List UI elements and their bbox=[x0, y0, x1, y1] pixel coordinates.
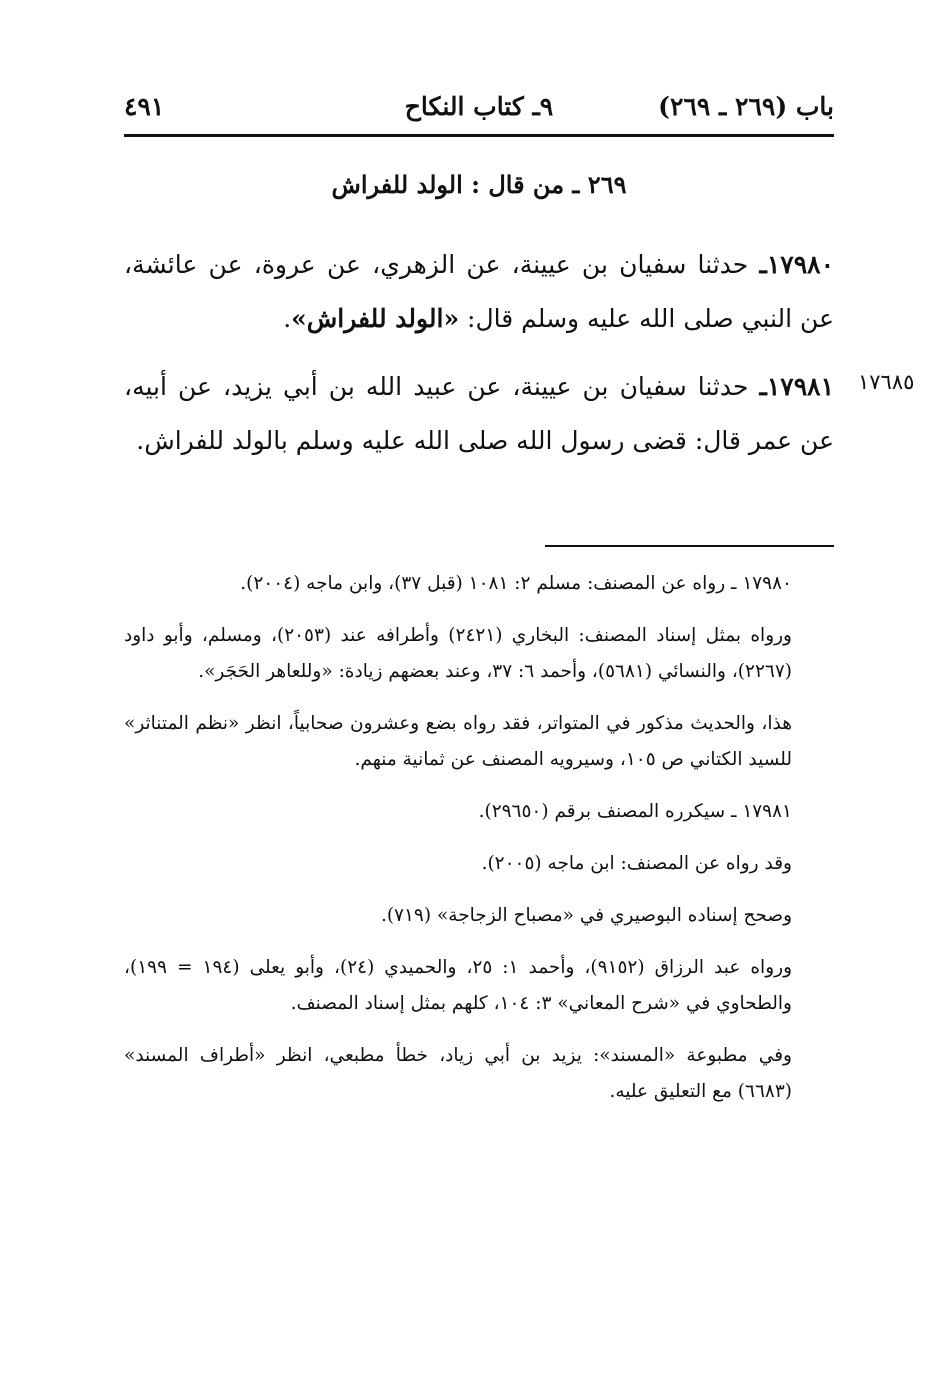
hadith-end: . bbox=[283, 304, 292, 333]
footnote-paragraph: ١٧٩٨٠ ـ رواه عن المصنف: مسلم ٢: ١٠٨١ (قبل ٣٧)، وابن ماجه (٢٠٠٤). bbox=[240, 573, 792, 594]
hadith-quote: «الولد للفراش» bbox=[291, 304, 460, 333]
running-header bbox=[124, 88, 834, 128]
hadith-text: حدثنا سفيان بن عيينة، عن عبيد الله بن أبي يزيد، عن أبيه، عن عمر قال: قضى رسول الله صلى الله عليه وسلم بالولد للفراش. bbox=[124, 372, 834, 455]
footnote-paragraph: ورواه بمثل إسناد المصنف: البخاري (٢٤٢١) وأطرافه عند (٢٠٥٣)، ومسلم، وأبو داود (٢٢٦٧)، والنسائي (٥٦٨١)، وأحمد ٦: ٣٧، وعند بعضهم زيادة: «وللعاهر الحَجَر». bbox=[124, 625, 792, 682]
header-rule bbox=[124, 134, 834, 137]
footnote-rule bbox=[545, 545, 834, 547]
footnotes bbox=[124, 566, 834, 1126]
footnote-paragraph: هذا، والحديث مذكور في المتواتر، فقد رواه بضع وعشرون صحابياً، انظر «نظم المتناثر» للسيد الكتاني ص ١٠٥، وسيرويه المصنف عن ثمانية منهم. bbox=[124, 713, 792, 770]
footnote-paragraph: وصحح إسناده البوصيري في «مصباح الزجاجة» (٧١٩). bbox=[380, 905, 792, 926]
hadith-number: ١٧٩٨٠ـ bbox=[759, 250, 834, 279]
footnote-paragraph: وفي مطبوعة «المسند»: يزيد بن أبي زياد، خطأ مطبعي، انظر «أطراف المسند» (٦٦٨٣) مع التعليق عليه. bbox=[124, 1045, 792, 1102]
hadith-17980 bbox=[124, 238, 834, 346]
footnote-paragraph: ١٧٩٨١ ـ سيكرره المصنف برقم (٢٩٦٥٠). bbox=[478, 801, 792, 822]
hadith-text: حدثنا سفيان بن عيينة، عن الزهري، عن عروة، عن عائشة، عن النبي صلى الله عليه وسلم قال: bbox=[124, 250, 834, 333]
chapter-title: ٢٦٩ ـ من قال : الولد للفراش bbox=[331, 170, 627, 199]
hadith-number: ١٧٩٨١ـ bbox=[759, 372, 834, 401]
header-book-title: ٩ـ كتاب النكاح bbox=[404, 92, 554, 121]
margin-reference-number: ١٧٦٨٥ bbox=[858, 370, 915, 394]
hadith-17981 bbox=[124, 360, 834, 468]
footnote-paragraph: ورواه عبد الرزاق (٩١٥٢)، وأحمد ١: ٢٥، والحميدي (٢٤)، وأبو يعلى (١٩٤ = ١٩٩)، والطحاوي في «شرح المعاني» ٣: ١٠٤، كلهم بمثل إسناد المصنف. bbox=[124, 957, 793, 1014]
footnote-paragraph: وقد رواه عن المصنف: ابن ماجه (٢٠٠٥). bbox=[481, 853, 792, 874]
header-section: باب (٢٦٩ ـ ٢٦٩) bbox=[658, 92, 834, 121]
page-number: ٤٩١ bbox=[124, 92, 165, 121]
